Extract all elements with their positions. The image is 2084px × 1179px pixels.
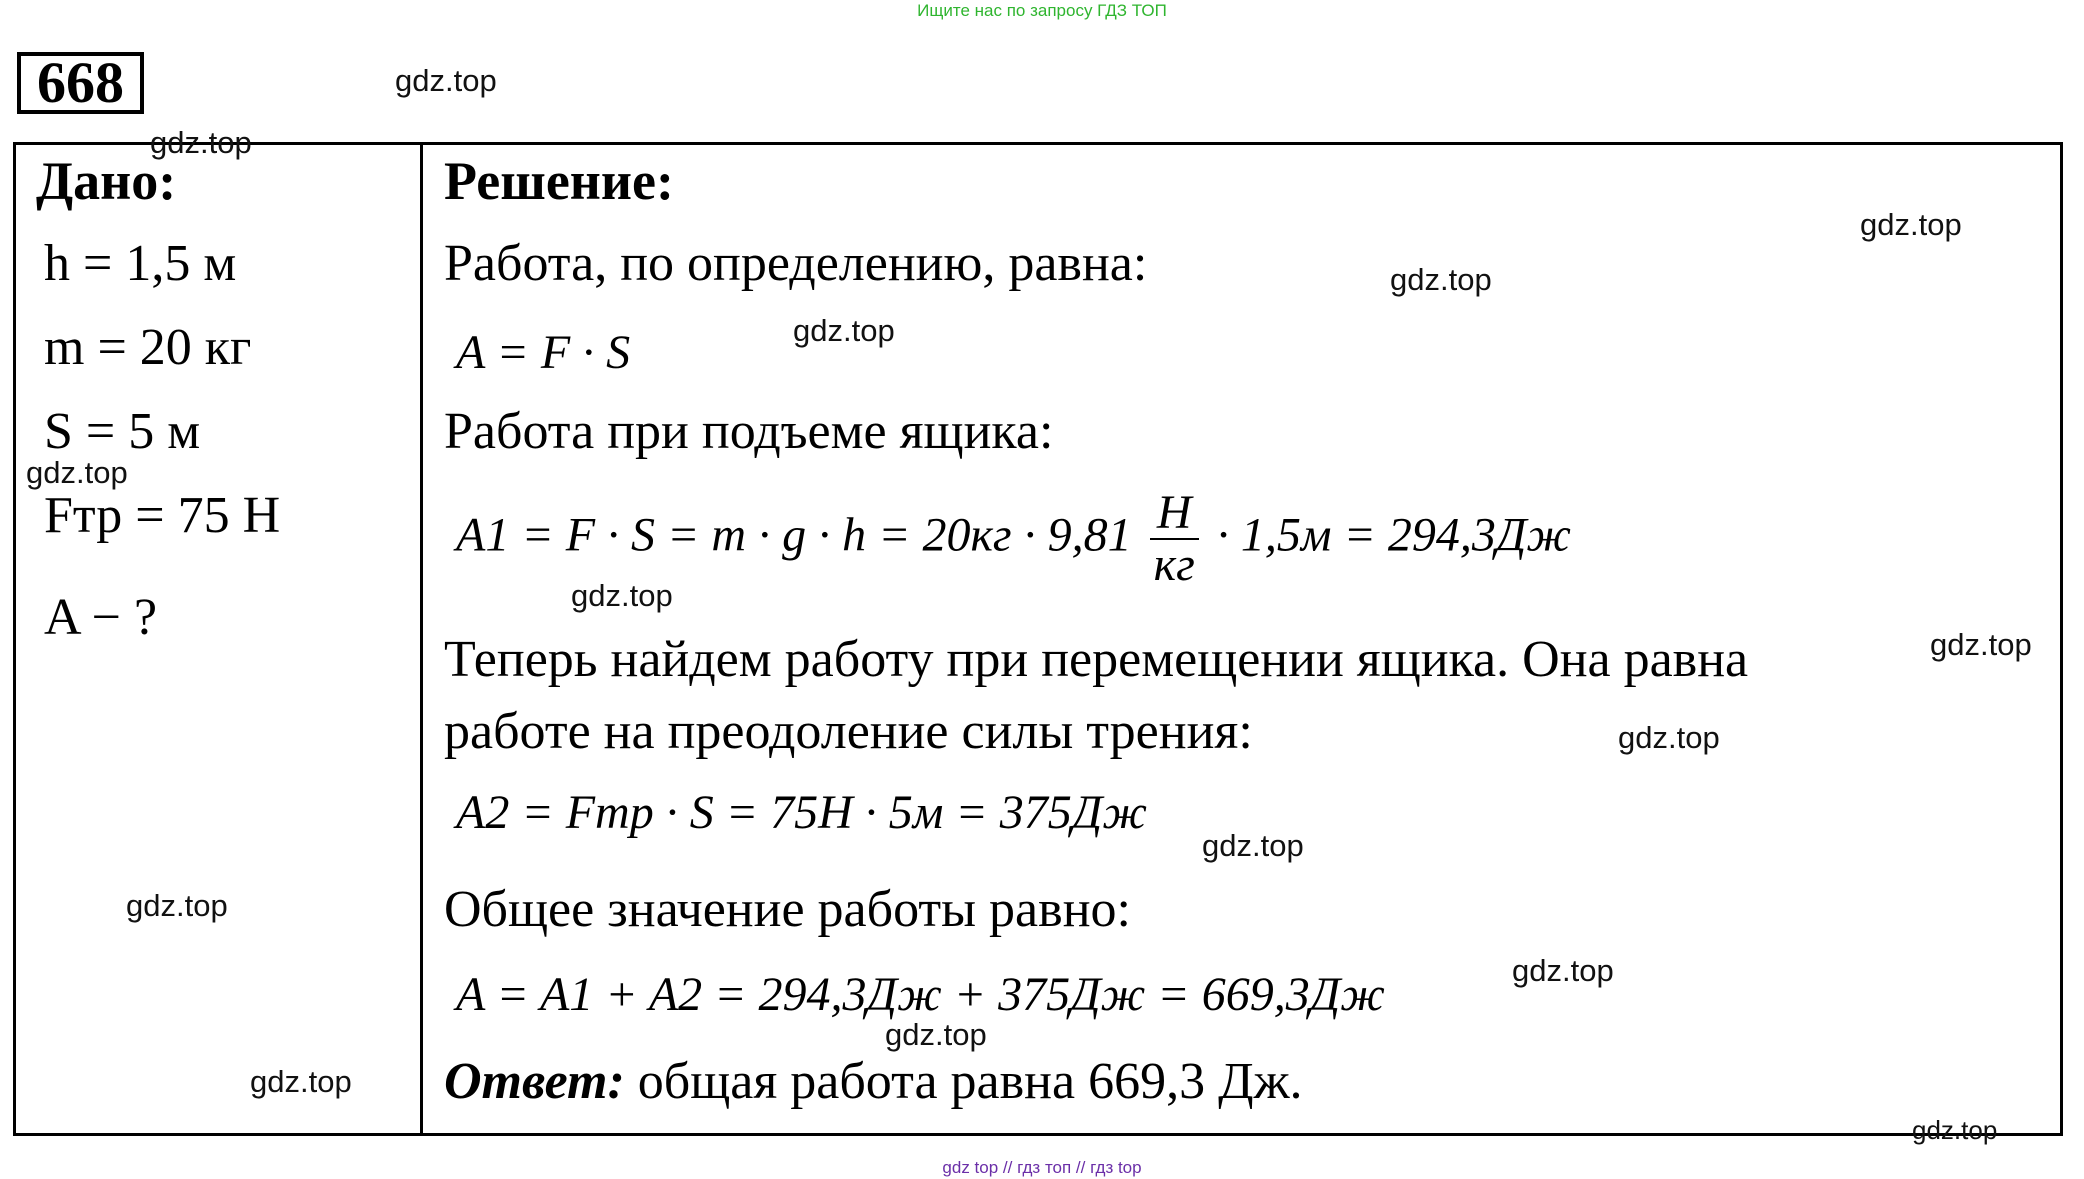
answer-text: общая работа равна 669,3 Дж. — [637, 1053, 1303, 1110]
formula-lift-left: A1 = F · S = m · g · h = 20кг · 9,81 — [456, 508, 1132, 562]
watermark: gdz.top — [1618, 720, 1720, 755]
formula-lift-right: · 1,5м = 294,3Дж — [1216, 508, 1572, 562]
watermark: gdz.top — [1390, 262, 1492, 297]
formula-total-work: A = A1 + A2 = 294,3Дж + 375Дж = 669,3Дж — [456, 968, 1385, 1021]
solution-text-3a: Теперь найдем работу при перемещении ящика. Она равна — [444, 631, 1749, 688]
solution-text-4: Общее значение работы равно: — [444, 881, 1131, 938]
unit-fraction — [1150, 488, 1199, 591]
column-divider — [420, 142, 423, 1136]
given-line-distance: S = 5 м — [44, 403, 201, 460]
formula-lift-work — [456, 488, 1571, 591]
watermark: gdz.top — [793, 313, 895, 348]
watermark: gdz.top — [395, 63, 497, 98]
watermark: gdz.top — [1202, 828, 1304, 863]
problem-number: 668 — [17, 52, 144, 114]
formula-work: A = F · S — [456, 326, 631, 379]
watermark: gdz.top — [1930, 627, 2032, 662]
answer — [444, 1052, 1303, 1111]
solution-text-2: Работа при подъеме ящика: — [444, 403, 1054, 460]
given-line-friction: Fтр = 75 Н — [44, 487, 281, 544]
given-line-mass: m = 20 кг — [44, 319, 252, 376]
formula-friction-work: A2 = Fтр · S = 75Н · 5м = 375Дж — [456, 786, 1147, 839]
watermark: gdz.top — [1860, 207, 1962, 242]
solution-text-1: Работа, по определению, равна: — [444, 235, 1148, 292]
watermark: gdz.top — [26, 455, 128, 490]
watermark: gdz.top — [1912, 1115, 1998, 1145]
search-note: Ищите нас по запросу ГДЗ ТОП — [917, 1, 1167, 20]
watermark: gdz.top — [885, 1017, 987, 1052]
solution-title: Решение: — [444, 151, 674, 211]
watermark: gdz.top — [250, 1064, 352, 1099]
watermark: gdz.top — [150, 125, 252, 160]
fraction-denominator: кг — [1153, 538, 1195, 592]
given-line-unknown: A − ? — [44, 589, 158, 646]
given-line-height: h = 1,5 м — [44, 235, 237, 292]
fraction-numerator: Н — [1150, 488, 1199, 540]
answer-label: Ответ: — [444, 1053, 625, 1110]
given-title: Дано: — [36, 151, 177, 211]
solution-text-3b: работе на преодоление силы трения: — [444, 703, 1253, 760]
watermark: gdz.top — [1512, 953, 1614, 988]
watermark: gdz.top — [571, 578, 673, 613]
footer-links: gdz top // гдз топ // гдз top — [942, 1158, 1142, 1177]
watermark: gdz.top — [126, 888, 228, 923]
